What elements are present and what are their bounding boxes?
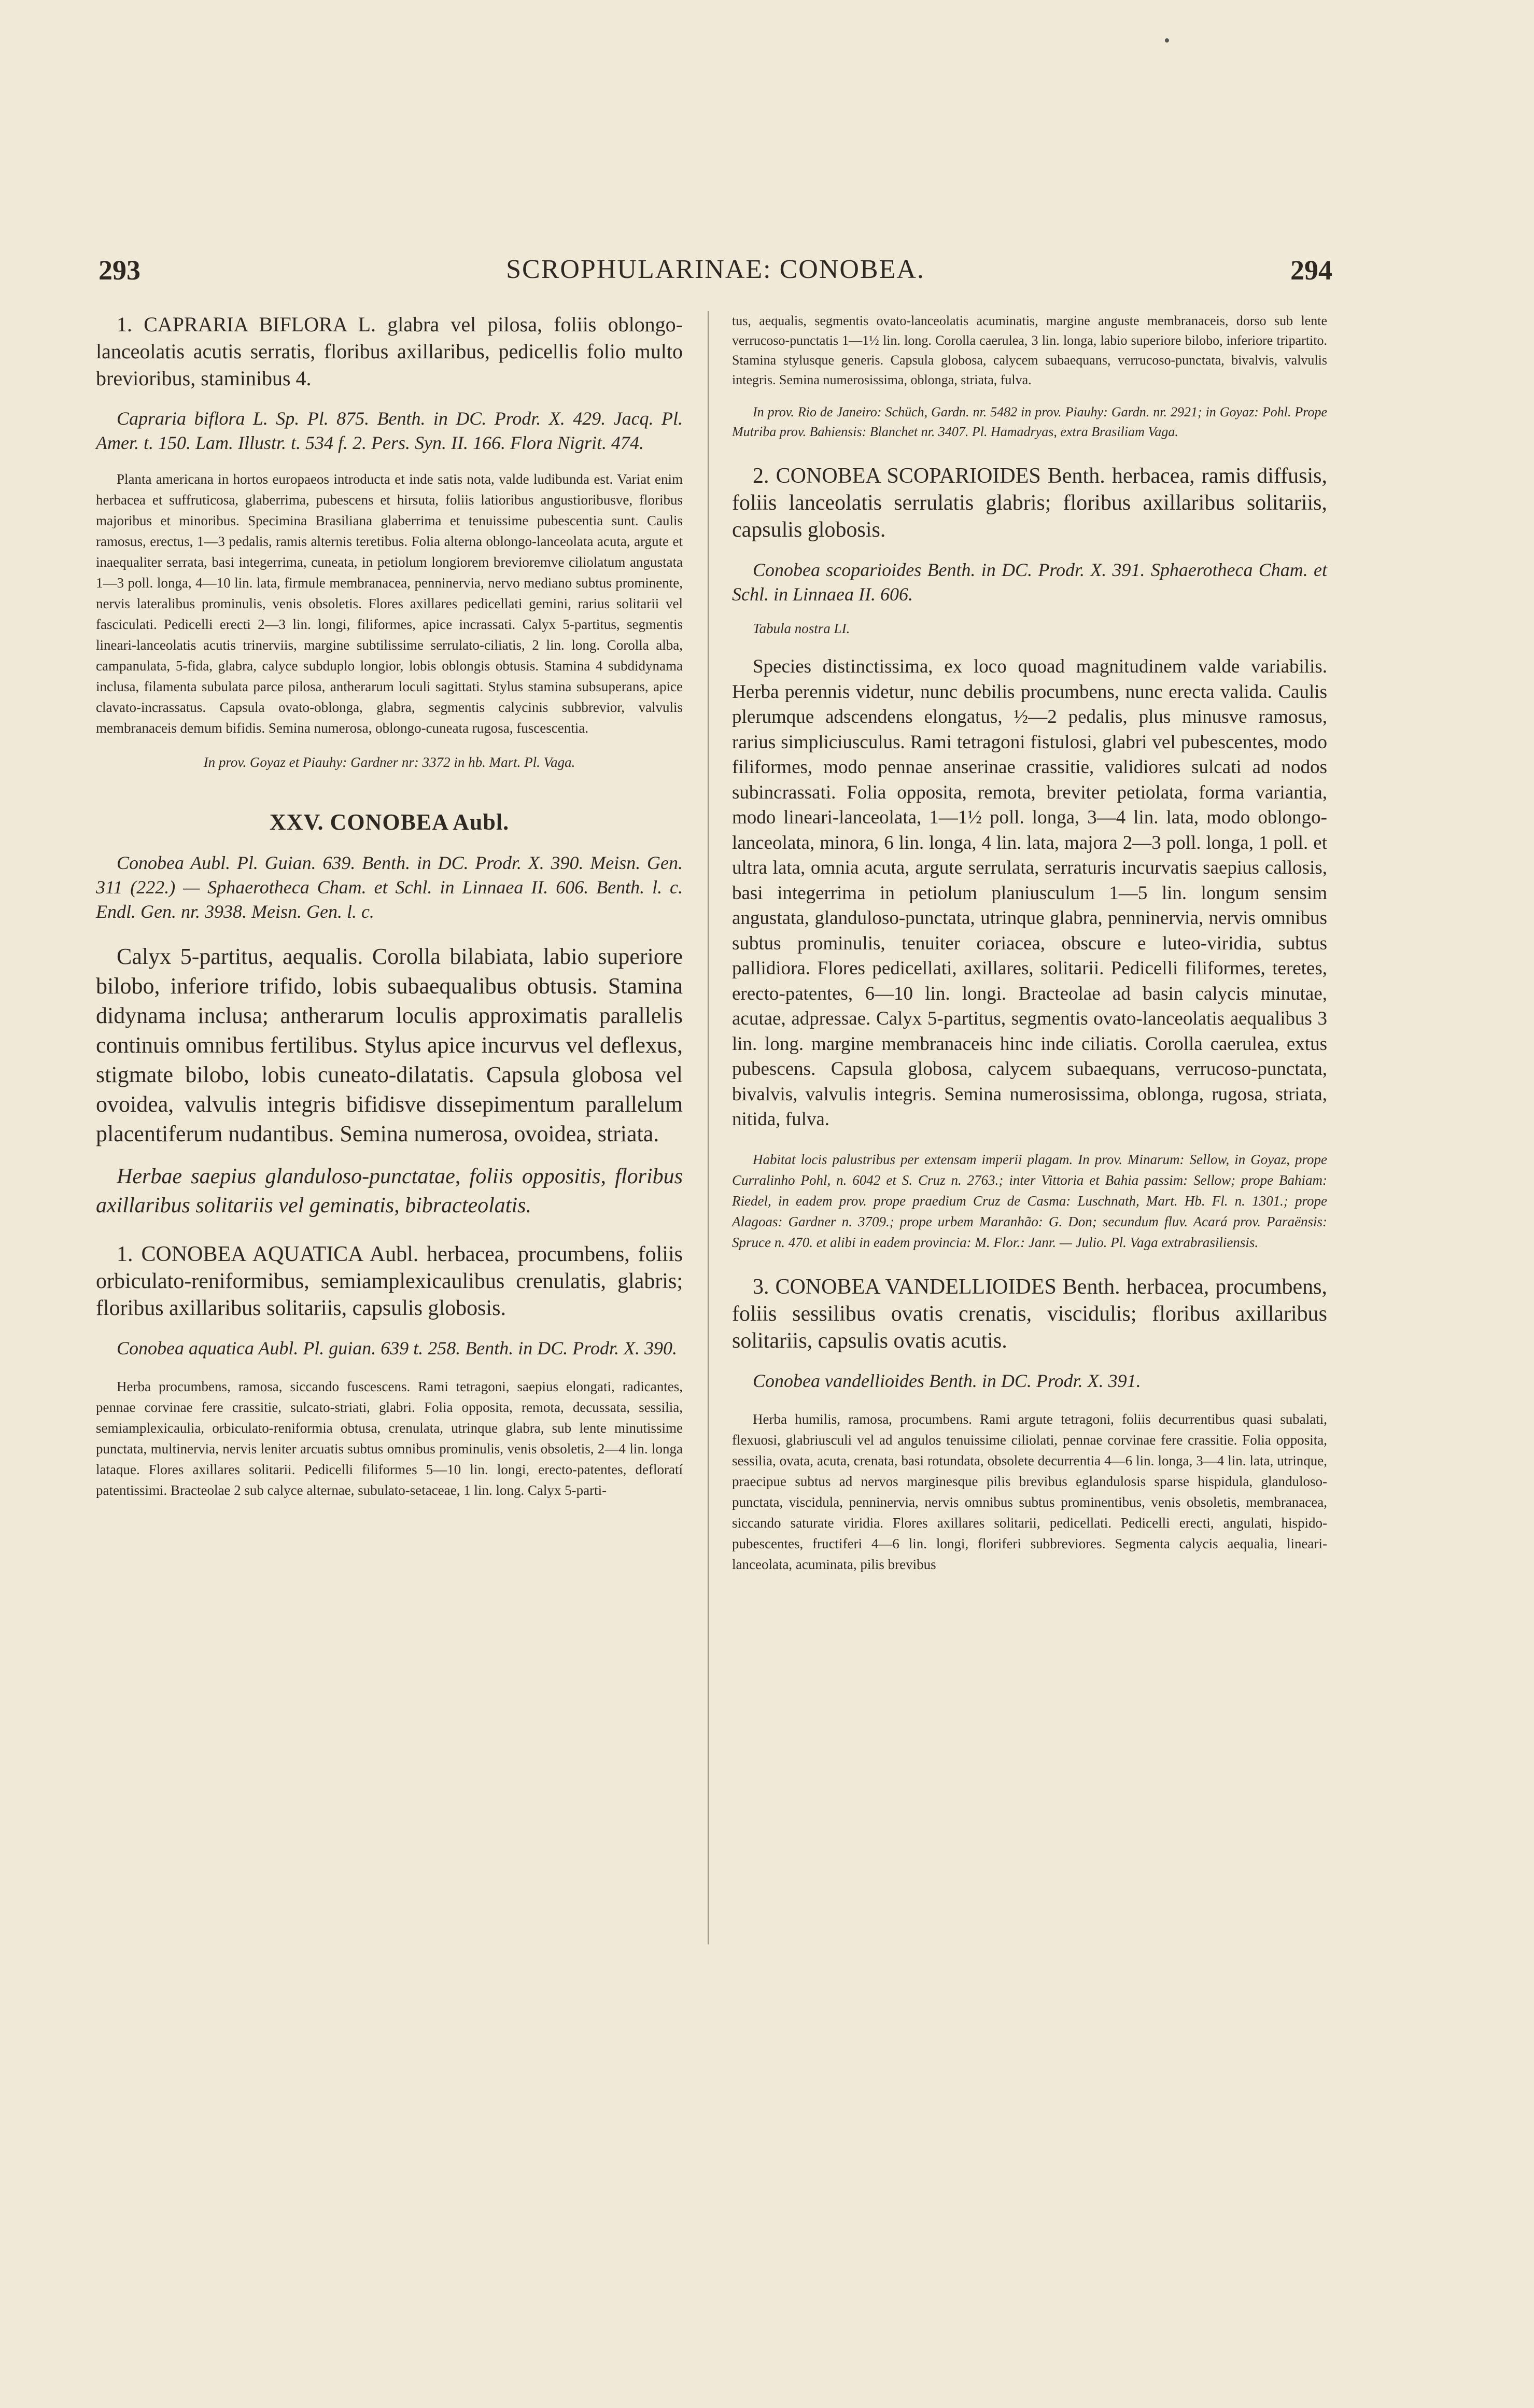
left-column — [96, 311, 683, 1501]
aquatica-description: Herba procumbens, ramosa, siccando fuscescens. Rami tetragoni, saepius elongati, radicantes, pennae corvinae fere crassitie, sulcato-striati, glabri. Folia opposita, remota, decussata, sessilia, semiamplexicaulia, orbiculato-reniformia obtusa, crenulata, utrinque glabra, sub lente minutissime punctata, multinervia, nervis leniter arcuatis subtus omnibus prominulis, venis obsoletis, 2—4 lin. longa lataque. Flores axillares solitarii. Pedicelli filiformes 5—10 lin. longi, erecto-patentes, defloratí patentissimi. Bracteolae 2 sub calyce alternae, subulato-setaceae, 1 lin. long. Calyx 5-parti- — [96, 1379, 683, 1498]
genus-description: Calyx 5-partitus, aequalis. Corolla bilabiata, labio superiore bilobo, inferiore trifido, lobis subaequalibus obtusis. Stamina didynama inclusa; antherarum loculis approximatis parallelis continuis omnibus fertilibus. Stylus apice incurvus vel deflexus, stigmate bilobo, lobis cuneato-dilatatis. Capsula globosa vel ovoidea, valvulis integris bifidisve dissepimentum parallelum placentiferum nudantibus. Semina numerosa, ovoidea, striata. — [96, 944, 683, 1146]
page-header — [98, 254, 1332, 296]
capraria-entry: 1. CAPRARIA BIFLORA L. glabra vel pilosa, foliis oblongo-lanceolatis acutis serratis, floribus axillaribus, pedicellis folio multo brevioribus, staminibus 4. — [96, 313, 683, 390]
ink-speck: • — [1164, 31, 1170, 50]
vandellioides-synonyms: Conobea vandellioides Benth. in DC. Prodr. X. 391. — [753, 1370, 1141, 1391]
plate-reference: Tabula nostra LI. — [753, 621, 850, 636]
aquatica-synonyms: Conobea aquatica Aubl. Pl. guian. 639 t. 258. Benth. in DC. Prodr. X. 390. — [117, 1338, 677, 1359]
scoparioides-description: Species distinctissima, ex loco quoad magnitudinem valde variabilis. Herba perennis videtur, nunc debilis procumbens, nunc erecta valida. Caulis plerumque adscendens elongatus, ½—2 pedalis, plus minusve ramosus, rarius simpliciusculus. Rami tetragoni fistulosi, glabri vel pubescentes, modo filiformes, modo pennae anserinae crassitie, validiores sulcati ad nodos subincrassati. Folia opposita, remota, breviter petiolata, forma variantia, modo lineari-lanceolata, 1—1½ poll. longa, 3—4 lin. lata, modo oblongo-lanceolata, minora, 6 lin. longa, 4 lin. lata, majora 2—3 poll. longa, 1 poll. et ultra lata, omnia acuta, argute serrulata, serraturis incurvatis saepius callosis, basi integerrima in petiolum planiusculum 1—5 lin. longum sensim angustata, glanduloso-punctata, utrinque glabra, penninervia, nervis omnibus subtus prominulis, tenuiter coriacea, obscure e luteo-viridia, subtus pallidiora. Flores pedicellati, axillares, solitarii. Pedicelli filiformes, teretes, erecto-patentes, 6—10 lin. longi. Bracteolae ad basin calycis minutae, acutae, adpressae. Calyx 5-partitus, segmentis ovato-lanceolatis aequalibus 3 lin. long. margine membranaceis hinc inde ciliatis. Corolla caerulea, extus pubescens. Capsula globosa, calycem subaequans, verrucoso-punctata, bivalvis, valvulis integris. Semina numerosissima, oblonga, rugosa, striata, nitida, fulva. — [732, 656, 1327, 1130]
genus-synonyms: Conobea Aubl. Pl. Guian. 639. Benth. in DC. Prodr. X. 390. Meisn. Gen. 311 (222.) — Sphaerotheca Cham. et Schl. in Linnaea II. 606. Benth. l. c. Endl. Gen. nr. 3938. Meisn. Gen. l. c. — [96, 852, 683, 922]
capraria-locality: In prov. Goyaz et Piauhy: Gardner nr: 3372 in hb. Mart. Pl. Vaga. — [203, 754, 575, 770]
aquatica-entry: 1. CONOBEA AQUATICA Aubl. herbacea, procumbens, foliis orbiculato-reniformibus, semiamplexicaulibus crenulatis, glabris; floribus axillaribus solitariis, capsulis globosis. — [96, 1242, 683, 1320]
vandellioides-description: Herba humilis, ramosa, procumbens. Rami argute tetragoni, foliis decurrentibus quasi subalati, flexuosi, glabriusculi vel ad angulos tenuissime ciliolati, pennae corvinae fere crassitie. Folia opposita, sessilia, ovata, acuta, crenata, basi rotundata, obsolete decurrentia 4—6 lin. longa, 3—4 lin. lata, utrinque, praecipue subtus ad nervos marginesque pilis brevibus eglandulosis sparse hispidula, glanduloso-punctata, viscidula, penninervia, nervis omnibus subtus prominentibus, venis obsoletis, membranacea, siccando saturate viridia. Flores axillares solitarii, pedicellati. Pedicelli erecti, angulati, hispido-pubescentes, fructiferi 4—6 lin. longi, floriferi subbreviores. Segmenta calycis aequalia, lineari-lanceolata, acuminata, pilis brevibus — [732, 1411, 1327, 1572]
running-title: SCROPHULARINAE: CONOBEA. — [506, 255, 925, 284]
capraria-description: Planta americana in hortos europaeos introducta et inde satis nota, valde ludibunda est. Variat enim herbacea et suffruticosa, glaberrima, pubescens et hirsuta, foliis latioribus angustioribusve, floribus majoribus et minoribus. Specimina Brasiliana glaberrima et tenuissime pubescentia sunt. Caulis ramosus, erectus, 1—3 pedalis, ramis alternis teretibus. Folia alterna oblongo-lanceolata acuta, argute et inaequaliter serrata, basi integerrima, cuneata, in petiolum longiorem brevioremve ciliolatum angustata 1—3 poll. longa, 4—10 lin. lata, firmule membranacea, penninervia, nervo mediano subtus prominente, nervis lateralibus prominulis, venis obsoletis. Flores axillares pedicellati gemini, rarius solitarii vel fasciculati. Pedicelli erecti 2—3 lin. longi, filiformes, apice incrassati. Calyx 5-partitus, segmentis lineari-lanceolatis acutis trinerviis, margine subtilissime serrulato-ciliatis, 2 lin. long. Corolla alba, campanulata, 5-fida, glabra, calyce subduplo longior, lobis oblongis obtusis. Stamina 4 subdidynama inclusa, filamenta subulata parce pilosa, antherarum loculi sagittati. Stylus stamina subsuperans, apice clavato-incrassatus. Capsula ovato-oblonga, glabra, segmentis calycinis subbrevior, valvulis membranaceis demum bifidis. Semina numerosa, oblongo-cuneata rugosa, fuscescentia. — [96, 471, 683, 736]
scoparioides-locality: Habitat locis palustribus per extensam imperii plagam. In prov. Minarum: Sellow, in Goyaz, prope Curralinho Pohl, n. 6042 et S. Cruz n. 2763.; inter Vittoria et Bahia passim: Sellow; prope Bahiam: Riedel, in eadem prov. prope praedium Cruz de Casma: Luschnath, Mart. Hb. Fl. n. 1301.; prope Alagoas: Gardner n. 3709.; prope urbem Maranhão: G. Don; secundum fluv. Acará prov. Paraënsis: Spruce n. 470. et alibi in eadem provincia: M. Flor.: Janr. — Julio. Pl. Vaga extrabrasiliensis. — [732, 1151, 1327, 1250]
scoparioides-synonyms: Conobea scoparioides Benth. in DC. Prodr. X. 391. Sphaerotheca Cham. et Schl. in Linnaea II. 606. — [732, 559, 1327, 605]
right-column — [732, 311, 1327, 1575]
page-number-right: 294 — [1290, 255, 1332, 286]
column-divider — [708, 311, 709, 1944]
scoparioides-entry: 2. CONOBEA SCOPARIOIDES Benth. herbacea, ramis diffusis, foliis lanceolatis serrulatis glabris; floribus axillaribus solitariis, capsulis globosis. — [732, 464, 1327, 542]
genus-heading: XXV. CONOBEA Aubl. — [269, 809, 510, 835]
aquatica-locality: In prov. Rio de Janeiro: Schüch, Gardn. nr. 5482 in prov. Piauhy: Gardn. nr. 2921; in Goyaz: Pohl. Prope Mutriba prov. Bahiensis: Blanchet nr. 3407. Pl. Hamadryas, extra Brasiliam Vaga. — [732, 404, 1327, 439]
vandellioides-entry: 3. CONOBEA VANDELLIOIDES Benth. herbacea, procumbens, foliis sessilibus ovatis crenatis, viscidulis; floribus axillaribus solitariis, capsulis ovatis acutis. — [732, 1275, 1327, 1353]
aquatica-description-continued: tus, aequalis, segmentis ovato-lanceolatis acuminatis, margine anguste membranaceis, dorso sub lente verrucoso-punctatis 1—1½ lin. long. Corolla caerulea, 3 lin. longa, labio superiore bilobo, inferiore tripartito. Stamina stylusque generis. Capsula globosa, calycem subaequans, verrucoso-punctata, bivalvis, valvulis integris. Semina numerosissima, oblonga, striata, fulva. — [732, 313, 1327, 387]
page-number-left: 293 — [98, 255, 140, 286]
capraria-synonyms: Capraria biflora L. Sp. Pl. 875. Benth. in DC. Prodr. X. 429. Jacq. Pl. Amer. t. 150. Lam. Illustr. t. 534 f. 2. Pers. Syn. II. 166. Flora Nigrit. 474. — [96, 408, 683, 453]
genus-habit: Herbae saepius glanduloso-punctatae, foliis oppositis, floribus axillaribus solitariis vel geminatis, bibracteolatis. — [96, 1165, 683, 1217]
